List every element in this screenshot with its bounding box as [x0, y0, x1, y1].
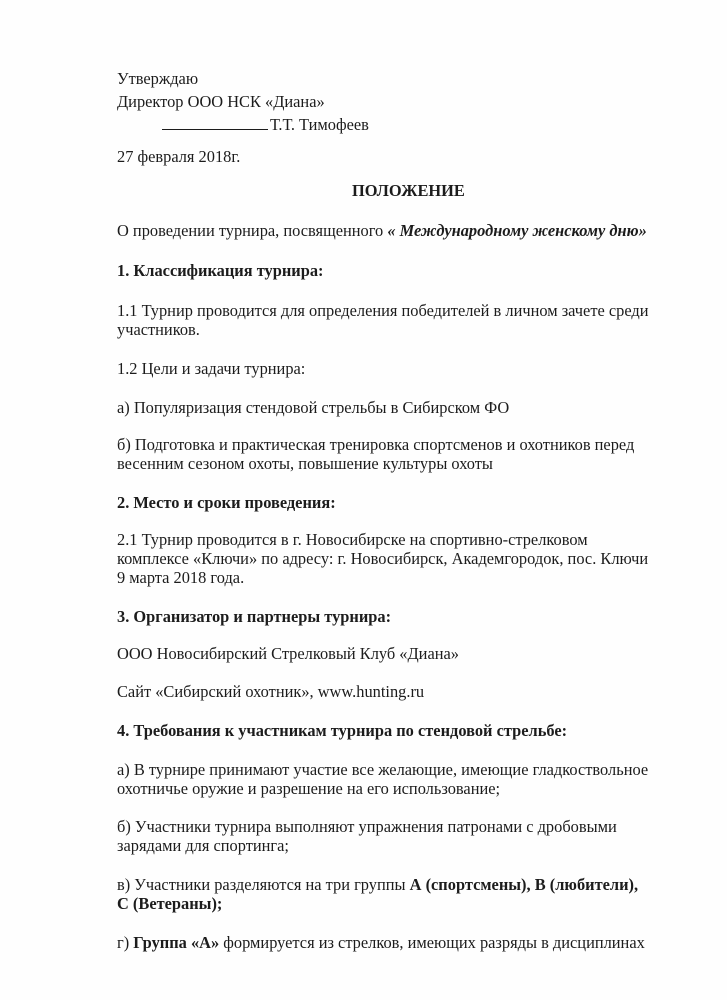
item-d-rest: формируется из стрелков, имеющих разряды в дисциплинах [219, 933, 645, 952]
section4-item-a-line2: охотничье оружие и разрешение на его использование; [117, 779, 501, 798]
section4-heading: 4. Требования к участникам турнира по стендовой стрельбе: [117, 721, 568, 740]
section3-organizer: ООО Новосибирский Стрелковый Клуб «Диана» [117, 644, 459, 663]
item-d-prefix: г) [117, 933, 134, 952]
group-c-label: С (Ветераны); [117, 894, 223, 913]
group-a-label: А (спортсмены), [409, 875, 531, 894]
section2-p2-1-line2: комплексе «Ключи» по адресу: г. Новосибирск, Академгородок, пос. Ключи [117, 549, 649, 568]
approval-signature-line [162, 115, 369, 134]
section3-website: Сайт «Сибирский охотник», www.hunting.ru [117, 682, 425, 701]
signature-blank [162, 116, 268, 130]
group-a-heading: Группа «А» [133, 933, 220, 952]
section1-item-b-line1: б) Подготовка и практическая тренировка спортсменов и охотников перед [117, 435, 635, 454]
section3-heading: 3. Организатор и партнеры турнира: [117, 607, 392, 626]
section1-p1-1-line1: 1.1 Турнир проводится для определения победителей в личном зачете среди [117, 301, 649, 320]
section4-item-d [117, 933, 645, 952]
group-b-label: В (любители), [534, 875, 639, 894]
section4-item-b-line2: зарядами для спортинга; [117, 836, 289, 855]
section1-p1-1-line2: участников. [117, 320, 200, 339]
section1-item-b-line2: весенним сезоном охоты, повышение культуры охоты [117, 454, 493, 473]
section1-p1-2: 1.2 Цели и задачи турнира: [117, 359, 306, 378]
subtitle-text: О проведении турнира, посвященного [117, 221, 388, 240]
section4-item-b-line1: б) Участники турнира выполняют упражнения патронами с дробовыми [117, 817, 617, 836]
approval-date: 27 февраля 2018г. [117, 147, 241, 166]
section4-item-c-line1 [117, 875, 638, 894]
section1-item-a: а) Популяризация стендовой стрельбы в Сибирском ФО [117, 398, 510, 417]
subtitle-emphasis: « Международному женскому дню» [387, 221, 647, 240]
approval-director: Директор ООО НСК «Диана» [117, 92, 325, 111]
approval-label: Утверждаю [117, 69, 199, 88]
section1-heading: 1. Классификация турнира: [117, 261, 324, 280]
document-subtitle [117, 221, 647, 240]
item-c-prefix: в) Участники разделяются на три группы [117, 875, 410, 894]
approval-signer: Т.Т. Тимофеев [270, 115, 369, 134]
document-title: ПОЛОЖЕНИЕ [352, 181, 465, 200]
section2-p2-1-line1: 2.1 Турнир проводится в г. Новосибирске на спортивно-стрелковом [117, 530, 588, 549]
section4-item-a-line1: а) В турнире принимают участие все желающие, имеющие гладкоствольное [117, 760, 649, 779]
section2-heading: 2. Место и сроки проведения: [117, 493, 336, 512]
section2-p2-1-line3: 9 марта 2018 года. [117, 568, 245, 587]
